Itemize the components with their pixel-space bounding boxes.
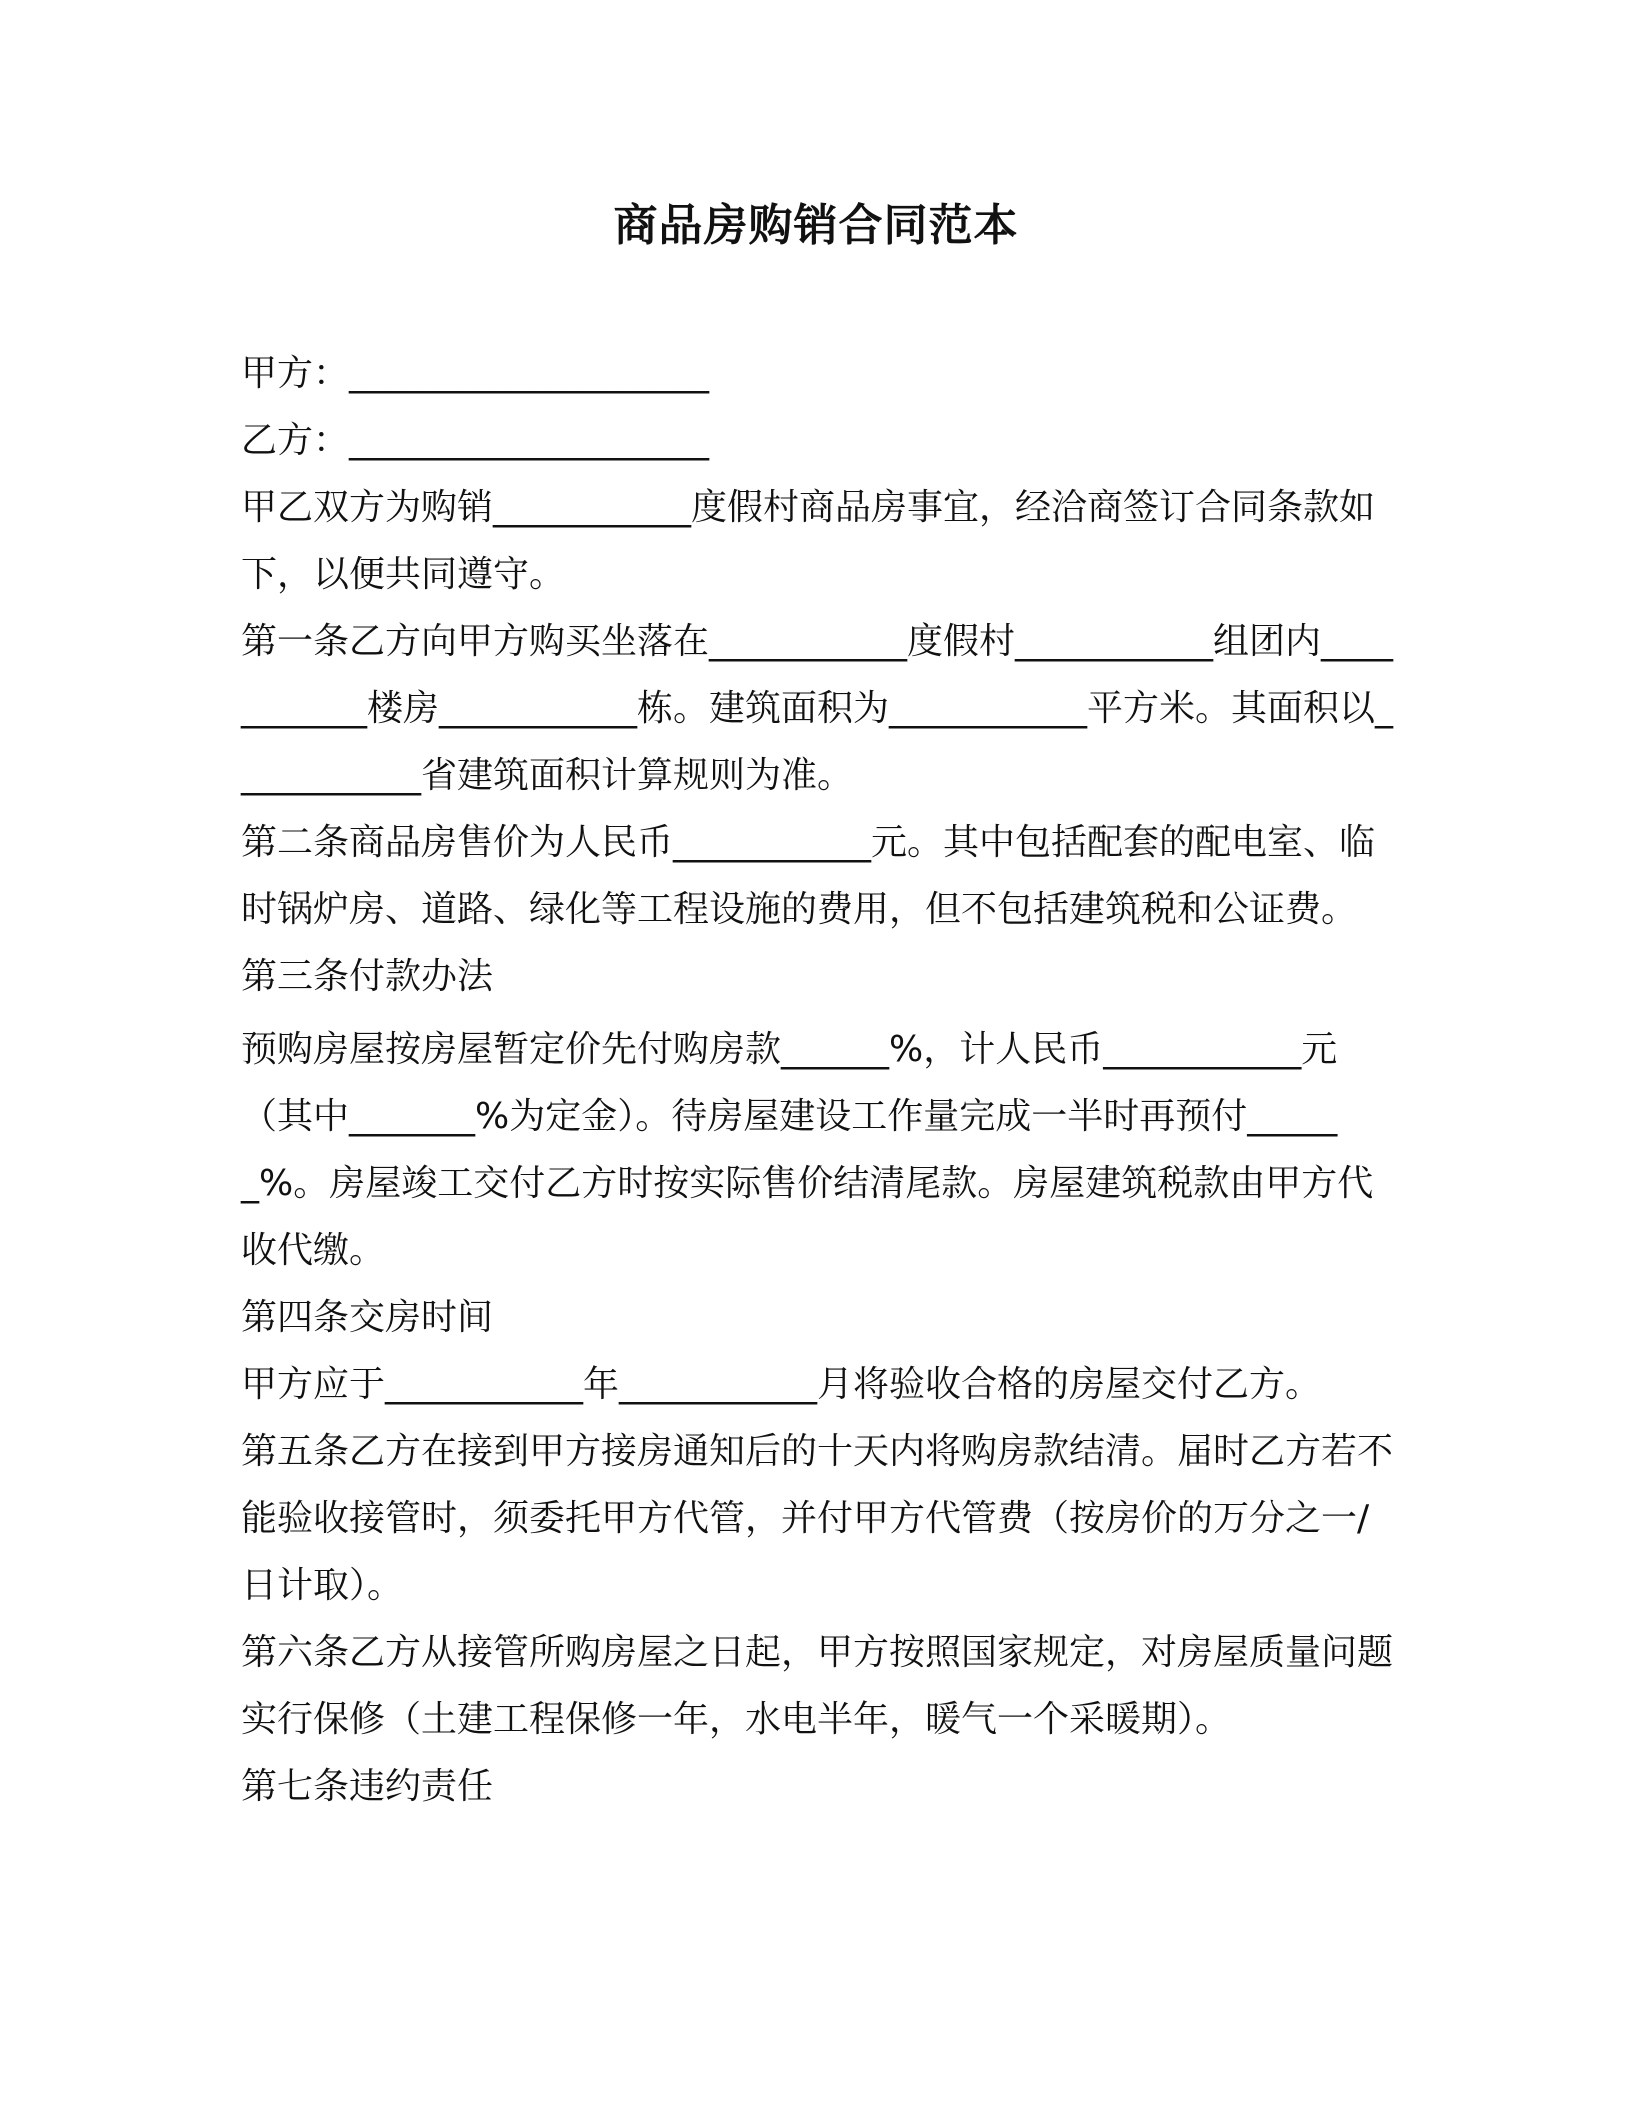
article-4-paragraph: 甲方应于___________年___________月将验收合格的房屋交付乙方。 [241, 1364, 1322, 1405]
article-5-paragraph: 第五条乙方在接到甲方接房通知后的十天内将购房款结清。届时乙方若不能验收接管时，须委托甲方代管，并付甲方代管费（按房价的万分之一/日计取）。 [241, 1431, 1394, 1606]
preamble-paragraph: 甲乙双方为购销___________度假村商品房事宜，经洽商签订合同条款如下，以便共同遵守。 [241, 487, 1376, 595]
article-7-heading: 第七条违约责任 [241, 1766, 494, 1807]
party-a-line: 甲方：____________________ [241, 353, 710, 394]
article-4-heading: 第四条交房时间 [241, 1297, 494, 1338]
article-6-paragraph: 第六条乙方从接管所购房屋之日起，甲方按照国家规定，对房屋质量问题实行保修（土建工程保修一年，水电半年，暖气一个采暖期）。 [241, 1632, 1394, 1740]
party-b-line: 乙方：____________________ [241, 420, 710, 461]
document-body [241, 340, 1401, 1820]
article-1-paragraph: 第一条乙方向甲方购买坐落在___________度假村___________组团内___________楼房___________栋。建筑面积为___________平方米。其面积以___________省建筑面积计算规则为准。 [241, 621, 1394, 796]
document-title: 商品房购销合同范本 [613, 200, 1019, 251]
article-2-paragraph: 第二条商品房售价为人民币___________元。其中包括配套的配电室、临时锅炉房、道路、绿化等工程设施的费用，但不包括建筑税和公证费。 [241, 822, 1376, 930]
article-3-heading: 第三条付款办法 [241, 956, 494, 997]
article-3-paragraph: 预购房屋按房屋暂定价先付购房款______%，计人民币___________元（其中_______%为定金）。待房屋建设工作量完成一半时再预付______%。房屋竣工交付乙方时按实际售价结清尾款。房屋建筑税款由甲方代收代缴。 [241, 1029, 1374, 1271]
